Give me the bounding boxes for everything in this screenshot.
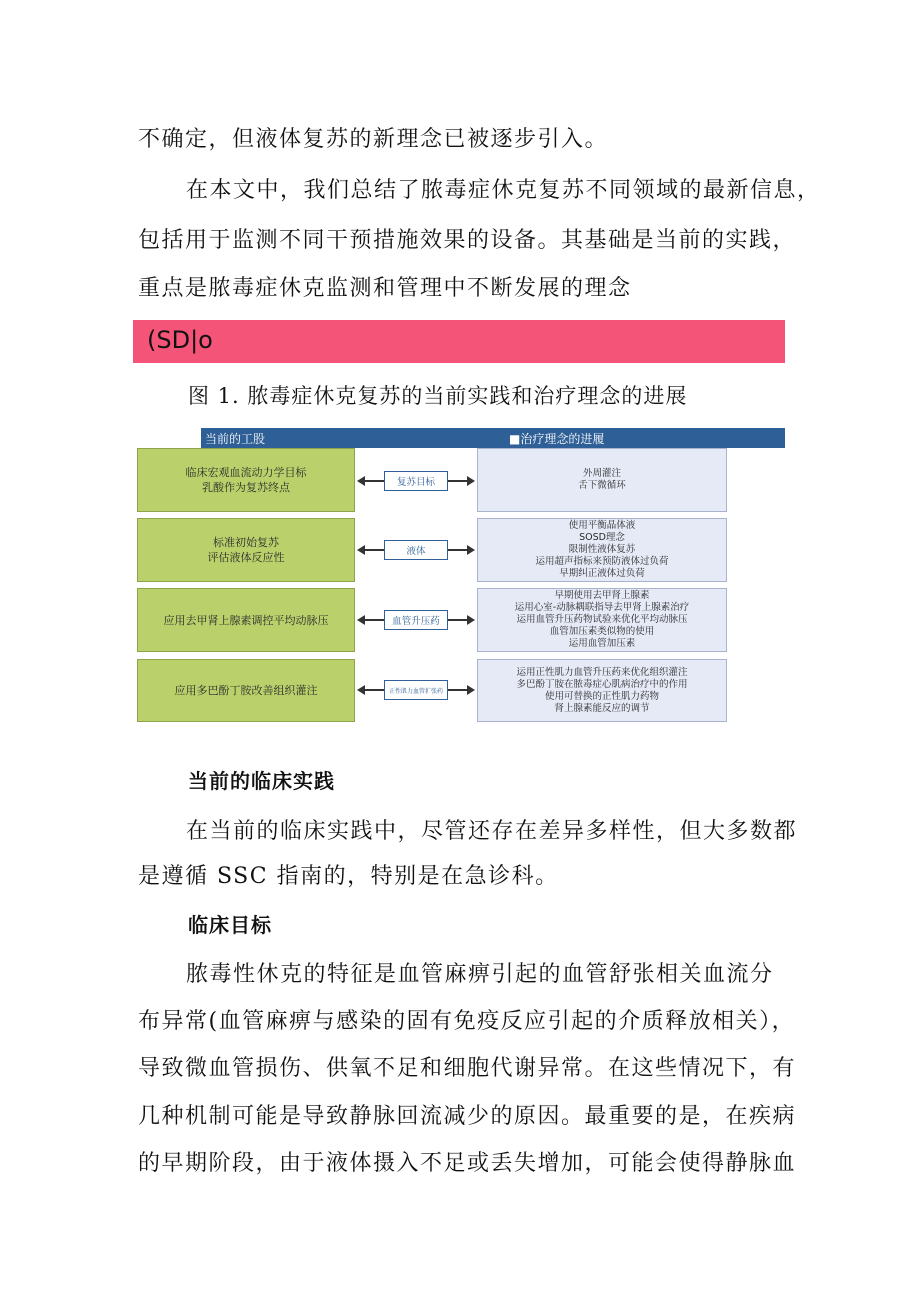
intro-paragraph-line: 在本文中，我们总结了脓毒症休克复苏不同领域的最新信息， (186, 178, 821, 203)
intro-paragraph-line: 包括用于监测不同干预措施效果的设备。其基础是当前的实践， (138, 228, 797, 253)
header-right-label: ■治疗理念的进履 (509, 432, 605, 446)
evolving-concept-box (477, 659, 727, 722)
box-line: 运用超声指标来预防液体过负荷 (535, 556, 669, 567)
box-line: 肾上腺素能反应的调节 (554, 702, 650, 714)
evolving-concept-box (477, 588, 727, 652)
header-left-label: 当前的工股 (205, 432, 266, 446)
current-practice-box (137, 588, 355, 652)
box-line: 应用多巴酚丁胺改善组织灌注 (174, 684, 318, 697)
box-line: 使用平衡晶体液 (568, 520, 636, 531)
connector-label: 复苏目标 (384, 471, 448, 491)
figure-caption: 图 1. 脓毒症休克复苏的当前实践和治疗理念的进展 (188, 384, 688, 408)
box-line: 标准初始复苏 (213, 536, 279, 549)
current-practice-box (137, 448, 355, 512)
section-paragraph-line: 是遵循 SSC 指南的，特别是在急诊科。 (138, 864, 559, 889)
section-heading: 临床目标 (188, 913, 272, 937)
connector-arrow (357, 535, 475, 565)
section-paragraph-line: 导致微血管损伤、供氧不足和细胞代谢异常。在这些情况下，有 (138, 1056, 797, 1081)
current-practice-box (137, 518, 355, 582)
box-line: 舌下微循环 (578, 480, 626, 491)
banner-text: (SD|o (147, 326, 213, 354)
connector-arrow (357, 605, 475, 635)
box-line: 早期使用去甲肾上腺素 (554, 590, 650, 601)
arrow-right-icon (467, 615, 475, 625)
box-line: 乳酸作为复苏终点 (202, 481, 290, 494)
box-line: 限制性液体复苏 (568, 544, 636, 555)
intro-line: 不确定，但液体复苏的新理念已被逐步引入。 (138, 127, 609, 152)
connector-label: 液体 (384, 540, 448, 560)
highlight-banner (133, 320, 785, 363)
section-paragraph-line: 脓毒性休克的特征是血管麻痹引起的血管舒张相关血流分 (186, 962, 774, 987)
evolving-concept-box (477, 448, 727, 512)
box-line: 评估液体反应性 (207, 551, 285, 564)
box-line: 运用心室-动脉耦联指导去甲肾上腺素治疗 (514, 602, 690, 613)
figure-header-right (331, 428, 785, 448)
connector-arrow (357, 466, 475, 496)
current-practice-box (137, 659, 355, 722)
box-line: 早期纠正液体过负荷 (559, 568, 645, 579)
section-paragraph-line: 几种机制可能是导致静脉回流减少的原因。最重要的是，在疾病 (138, 1104, 797, 1129)
connector-label: 血管升压药 (384, 610, 448, 630)
arrow-right-icon (467, 545, 475, 555)
arrow-right-icon (467, 685, 475, 695)
figure-header-left (201, 428, 331, 448)
box-line: 运用血管升压药物试验来优化平均动脉压 (516, 614, 688, 625)
section-paragraph-line: 的早期阶段，由于液体摄入不足或丢失增加，可能会使得静脉血 (138, 1151, 797, 1176)
box-line: 外周灌注 (582, 468, 621, 479)
arrow-left-icon (357, 615, 365, 625)
arrow-left-icon (357, 685, 365, 695)
connector-arrow (357, 675, 475, 705)
section-heading: 当前的临床实践 (188, 769, 335, 793)
section-paragraph-line: 在当前的临床实践中，尽管还存在差异多样性，但大多数都 (186, 819, 798, 844)
box-line: 使用可替换的正性肌力药物 (544, 690, 659, 702)
evolving-concept-box (477, 518, 727, 582)
intro-paragraph-line: 重点是脓毒症休克监测和管理中不断发展的理念 (138, 276, 632, 301)
box-line: 运用正性肌力血管升压药来优化组织灌注 (516, 666, 688, 678)
box-line: SOSD理念 (579, 532, 625, 543)
box-line: 运用血管加压素 (568, 638, 636, 649)
connector-label: 正性肌力血管扩张药 (384, 680, 448, 700)
box-line: 应用去甲肾上腺素调控平均动脉压 (163, 613, 329, 627)
arrow-left-icon (357, 476, 365, 486)
box-line: 临床宏观血流动力学目标 (185, 466, 307, 479)
box-line: 血管加压素类似物的使用 (549, 626, 655, 637)
arrow-left-icon (357, 545, 365, 555)
box-line: 多巴酚丁胺在脓毒症心肌病治疗中的作用 (516, 678, 688, 690)
section-paragraph-line: 布异常(血管麻痹与感染的固有免疫反应引起的介质释放相关）， (138, 1009, 796, 1034)
figure-diagram (137, 428, 787, 724)
arrow-right-icon (467, 476, 475, 486)
